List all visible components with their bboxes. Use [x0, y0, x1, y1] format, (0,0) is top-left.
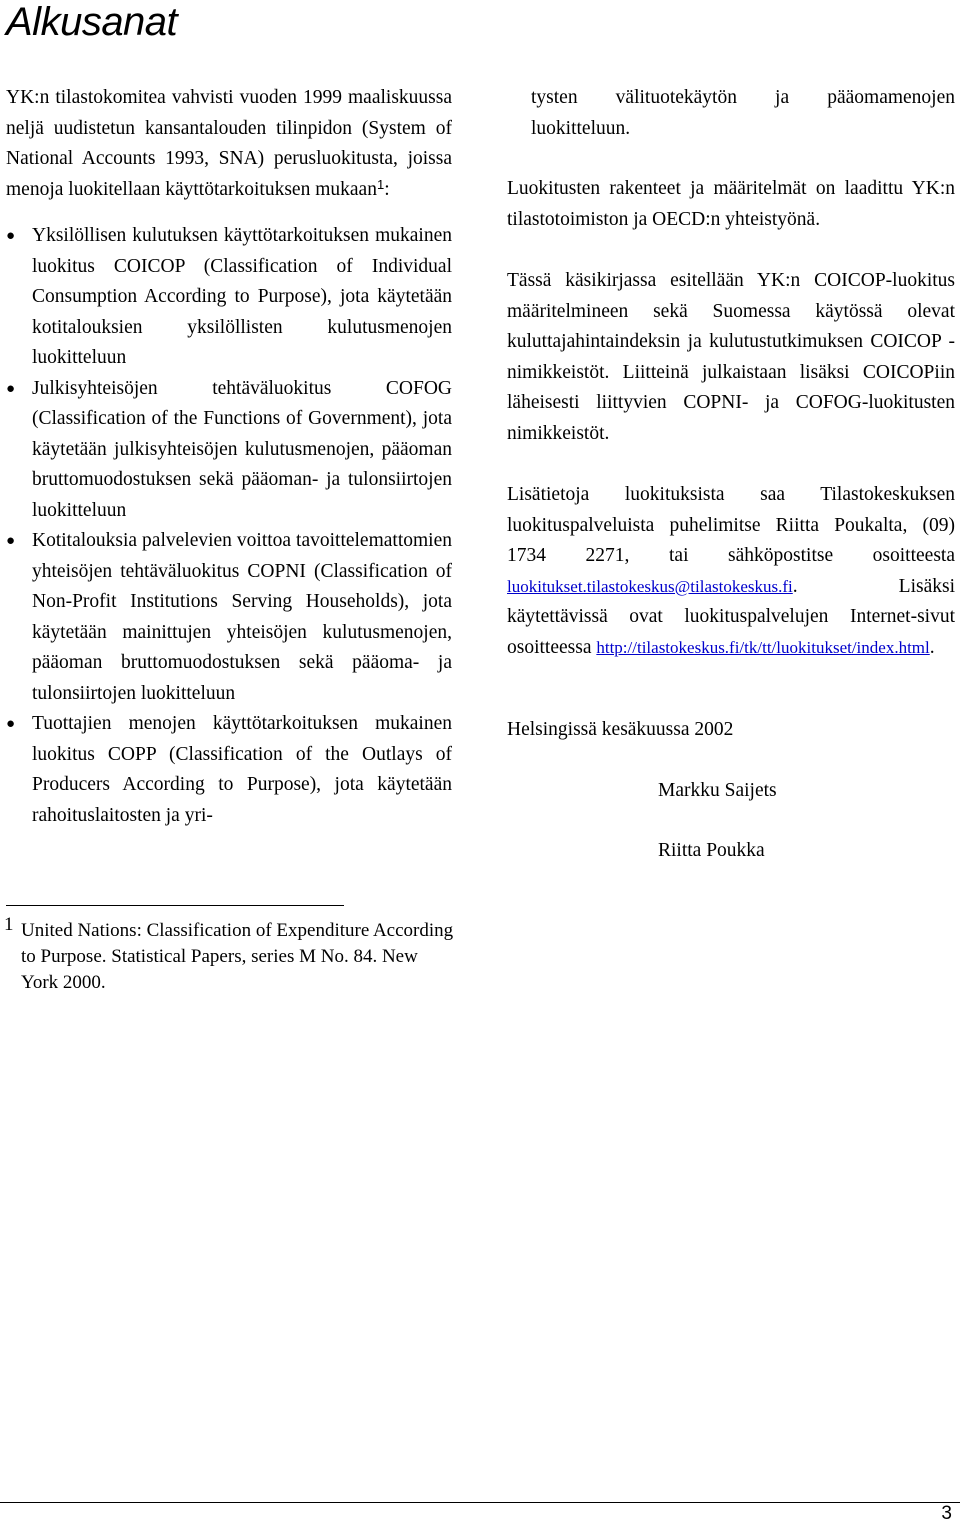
- footnote-divider: [6, 905, 344, 906]
- list-item: [6, 526, 452, 709]
- url-link[interactable]: http://tilastokeskus.fi/tk/tt/luokitukset/index.html: [596, 637, 930, 657]
- continuation-paragraph: tysten välituotekäytön ja pääomamenojen luokitteluun.: [531, 87, 955, 139]
- intro-paragraph: [6, 83, 452, 205]
- list-item-text: Julkisyhteisöjen tehtäväluokitus COFOG (Classification of the Functions of Government), jota käytetään julkisyhteisöjen kulutusmenojen, pääoman bruttomuodostuksen sekä pääoman- ja tulonsiirtojen luokitteluun: [32, 377, 452, 521]
- bullet-icon: ●: [6, 716, 16, 732]
- list-item-text: Kotitalouksia palvelevien voittoa tavoittelemattomien yhteisöjen tehtäväluokitus COPNI (Classification of Non-Profit Institutions Serving Households), jota käytetään mainittujen yhteisöjen kulutusmenojen, pääoman bruttomuodostuksen sekä pääoma- ja tulonsiirtojen luokitteluun: [32, 530, 452, 704]
- signature-name: Markku Saijets: [658, 779, 777, 801]
- contact-text-3: .: [929, 636, 935, 658]
- classification-list: [6, 221, 452, 831]
- footnote-reference: 1: [376, 176, 385, 192]
- contact-text: Lisätietoja luokituksista saa Tilastokeskuksen luokituspalveluista puhelimitse Riitta Poukalta, (09) 1734 2271, tai sähköpostitse osoitteesta: [507, 484, 955, 566]
- signature-name: Riitta Poukka: [658, 840, 765, 861]
- list-item: [6, 709, 452, 831]
- footnote-number: 1: [4, 914, 14, 935]
- intro-text: YK:n tilastokomitea vahvisti vuoden 1999 maaliskuussa neljä uudistetun kansantalouden tilinpidon (System of National Accounts 1993, SNA) perusluokitusta, joissa menoja luokitellaan käyttötarkoituksen mukaan: [6, 87, 452, 200]
- contact-text-2: . Lisäksi käytettävissä ovat luokituspalvelujen Internet-sivut osoitteessa: [507, 575, 955, 658]
- list-item-text: Tuottajien menojen käyttötarkoituksen mukainen luokitus COPP (Classification of the Outlays of Producers According to Purpose), jota käytetään rahoituslaitosten ja yri-: [32, 713, 452, 826]
- bullet-icon: ●: [6, 533, 16, 549]
- list-item: [6, 221, 452, 374]
- place-date: Helsingissä kesäkuussa 2002: [507, 719, 734, 740]
- page-title: Alkusanat: [6, 0, 178, 44]
- page-number: 3: [941, 1503, 952, 1524]
- left-column: [6, 83, 452, 831]
- email-link[interactable]: luokitukset.tilastokeskus@tilastokeskus.fi: [507, 576, 793, 596]
- bullet-icon: ●: [6, 380, 16, 397]
- list-item: [6, 374, 452, 527]
- contact-paragraph: [507, 480, 955, 663]
- footnote: [4, 914, 454, 996]
- intro-tail: :: [384, 178, 390, 200]
- bottom-divider: [0, 1502, 960, 1503]
- manual-paragraph: Tässä käsikirjassa esitellään YK:n COICOP-luokitus määritelmineen sekä Suomessa käytössä olevat kuluttajahintaindeksin ja kulutustutkimuksen COICOP -nimikkeistöt. Liitteinä julkaistaan lisäksi COICOPiin läheisesti liittyvien COPNI- ja COFOG-luokitusten nimikkeistöt.: [507, 270, 955, 444]
- right-column: [507, 83, 955, 897]
- bullet-icon: ●: [6, 228, 16, 244]
- structure-paragraph: Luokitusten rakenteet ja määritelmät on laadittu YK:n tilastotoimiston ja OECD:n yhteistyönä.: [507, 178, 955, 230]
- list-item-text: Yksilöllisen kulutuksen käyttötarkoituksen mukainen luokitus COICOP (Classification of Individual Consumption According to Purpose), jota käytetään kotitalouksien yksilöllisten kulutusmenojen luokitteluun: [32, 225, 452, 368]
- footnote-text: United Nations: Classification of Expenditure According to Purpose. Statistical Papers, series M No. 84. New York 2000.: [21, 920, 454, 993]
